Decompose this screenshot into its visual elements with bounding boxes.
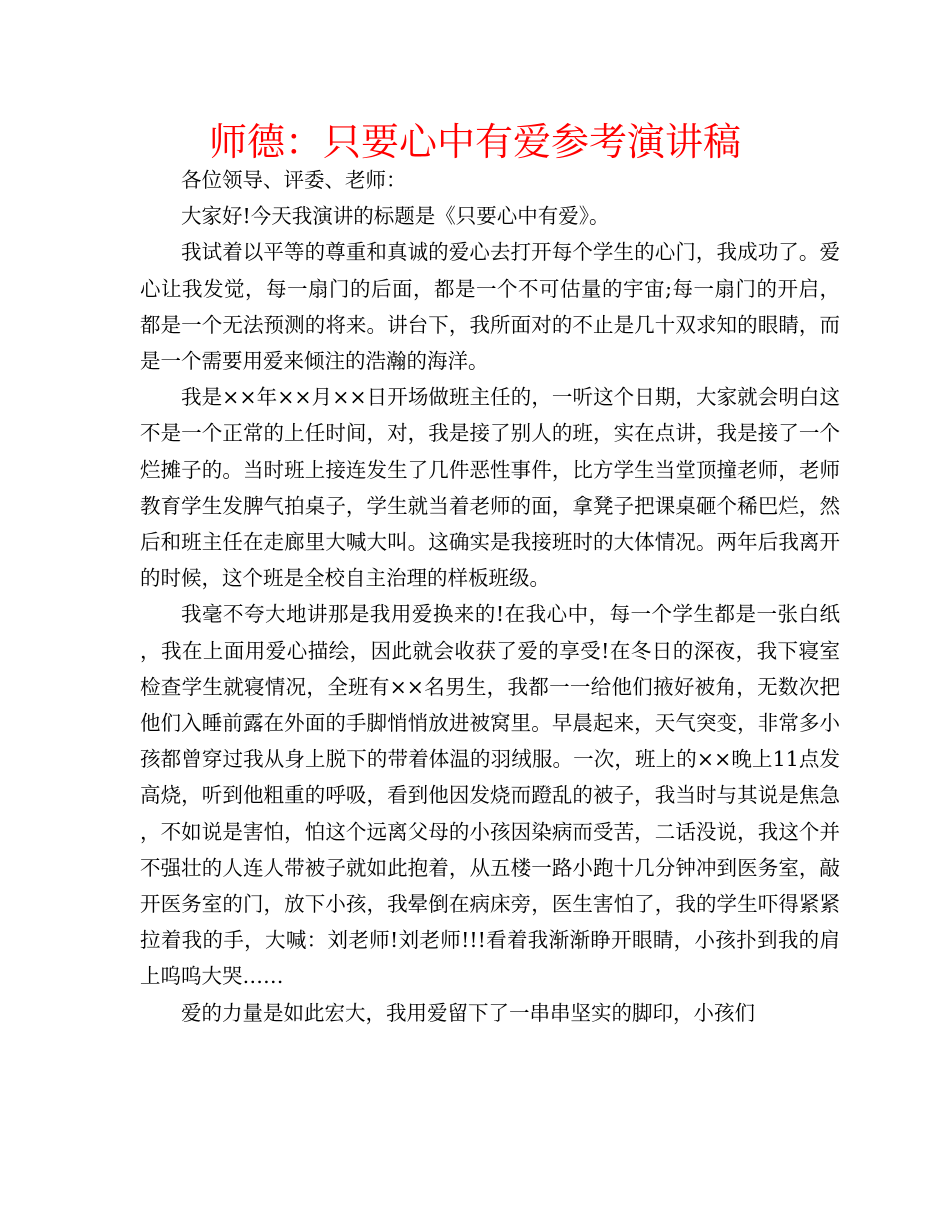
paragraph: 爱的力量是如此宏大，我用爱留下了一串串坚实的脚印，小孩们 bbox=[181, 1000, 755, 1025]
paragraph: 我试着以平等的尊重和真诚的爱心去打开每个学生的心门，我成功了。爱心让我发觉，每一扇门的后面，都是一个不可估量的宇宙;每一扇门的开启，都是一个无法预测的将来。讲台下，我所面对的不止是几十双求知的眼睛，而是一个需要用爱来倾注的浩瀚的海洋。 bbox=[140, 240, 840, 374]
paragraph: 我是××年××月××日开场做班主任的，一听这个日期，大家就会明白这不是一个正常的上任时间，对，我是接了别人的班，实在点讲，我是接了一个烂摊子的。当时班上接连发生了几件恶性事件，比方学生当堂顶撞老师，老师教育学生发脾气拍桌子，学生就当着老师的面，拿凳子把课桌砸个稀巴烂，然后和班主任在走廊里大喊大叫。这确实是我接班时的大体情况。两年后我离开的时候，这个班是全校自主治理的样板班级。 bbox=[140, 385, 840, 591]
document-title: 师德：只要心中有爱参考演讲稿 bbox=[208, 120, 741, 164]
document-body bbox=[140, 162, 840, 1031]
paragraph-salutation: 各位领导、评委、老师： bbox=[181, 168, 407, 192]
paragraph: 我毫不夸大地讲那是我用爱换来的!在我心中，每一个学生都是一张白纸，我在上面用爱心描绘，因此就会收获了爱的享受!在冬日的深夜，我下寝室检查学生就寝情况，全班有××名男生，我都一一给他们掖好被角，无数次把他们入睡前露在外面的手脚悄悄放进被窝里。早晨起来，天气突变，非常多小孩都曾穿过我从身上脱下的带着体温的羽绒服。一次，班上的××晚上11点发高烧，听到他粗重的呼吸，看到他因发烧而蹬乱的被子，我当时与其说是焦急，不如说是害怕，怕这个远离父母的小孩因染病而受苦，二话没说，我这个并不强壮的人连人带被子就如此抱着，从五楼一路小跑十几分钟冲到医务室，敲开医务室的门，放下小孩，我晕倒在病床旁，医生害怕了，我的学生吓得紧紧拉着我的手，大喊：刘老师!刘老师!!!看着我渐渐睁开眼睛，小孩扑到我的肩上呜呜大哭…… bbox=[140, 602, 840, 989]
paragraph-greeting: 大家好!今天我演讲的标题是《只要心中有爱》。 bbox=[181, 204, 610, 229]
